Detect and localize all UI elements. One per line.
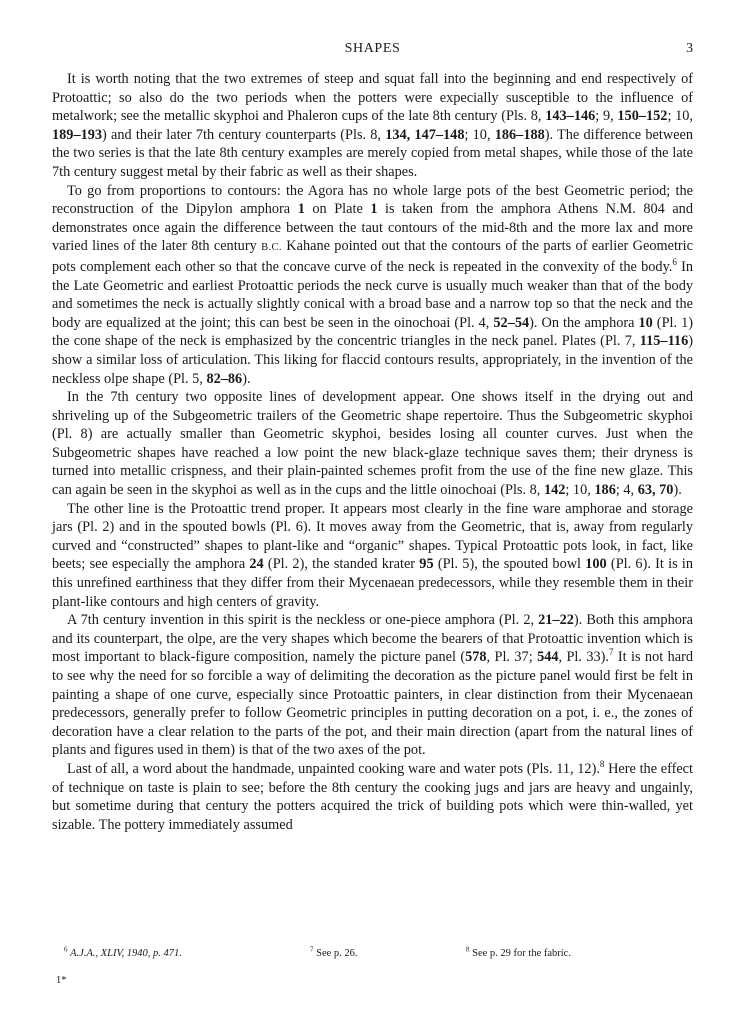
plate-reference: 82–86	[206, 370, 243, 387]
text-run: ; 4,	[615, 482, 638, 499]
plate-reference: 63, 70	[637, 482, 674, 499]
plate-reference: 115–116	[639, 333, 689, 350]
text-run: It is worth noting that the two extremes of steep and squat fall into the beginning and end respectively of Protoattic; so also do the two periods when the potters were expecially susceptible to the influence of metalwork; see the metallic skyphoi and Phaleron cups of the late 8th century (Pls. 8,	[52, 71, 693, 125]
plate-reference: 544	[537, 649, 559, 666]
paragraph-cooking-ware	[52, 760, 693, 834]
footnote-6	[64, 945, 182, 959]
text-run: In the 7th century two opposite lines of development appear. One shows itself in the drying out and shriveling up of the Subgeometric trailers of the Geometric shape repertoire. Thus the Subgeometric skyphoi (Pl. 8) are actually smaller than Geometric skyphoi, besides losing all counter curves. Just when the Subgeometric shapes have reached a low point the new black-glaze technique saves them; their dryness is turned into metallic crispness, and their plain-painted schemes profit from the use of the fine new glaze. This can again be seen in the skyphoi as well as in the cups and the little oinochoai (Pls. 8,	[52, 389, 693, 499]
body-text	[52, 70, 693, 834]
text-run: is taken from the amphora Athens N.M. 804 and demonstrates once again the difference between the taut contours of the mid-8th and the more lax and more varied lines of the later 8th century	[52, 201, 693, 255]
footnote-7-mark: 7	[310, 945, 314, 954]
page-number: 3	[686, 41, 693, 56]
era-abbreviation: B.C.	[261, 242, 282, 254]
text-run: , Pl. 37;	[486, 649, 538, 666]
text-run: To go from proportions to contours: the Agora has no whole large pots of the best Geometric period; the reconstruction of the Dipylon amphora	[52, 182, 693, 218]
paragraph-development	[52, 388, 693, 500]
plate-reference: 134, 147–148	[385, 126, 465, 143]
text-run: In the Late Geometric and earliest Protoattic periods the neck curve is usually much weaker than that of the body and sometimes the neck is actually slightly conical with a broad base and a narrow top so that the neck and the body are equalized at the joint; this can best be seen in the oinochoai (Pl. 4,	[52, 258, 694, 331]
text-run: ). On the amphora	[529, 314, 639, 331]
text-run: ; 9,	[595, 108, 618, 125]
text-run: ) and their later 7th century counterparts (Pls. 8,	[102, 126, 386, 143]
plate-reference: 100	[585, 556, 607, 573]
text-run: ).	[242, 370, 251, 387]
text-run: ) show a similar loss of articulation. This liking for flaccid contours results, appropriately, in the invention of the neckless olpe shape (Pl. 5,	[52, 333, 693, 387]
text-run: Last of all, a word about the handmade, unpainted cooking ware and water pots (Pls. 11, 12).	[67, 760, 600, 777]
running-head: SHAPES	[344, 41, 401, 56]
paragraph-proportions	[52, 70, 693, 182]
paragraph-contours	[52, 182, 693, 389]
plate-reference: 24	[249, 556, 264, 573]
text-run: ; 10,	[565, 482, 595, 499]
plate-reference: 150–152	[617, 108, 668, 125]
text-run: , Pl. 33).	[558, 649, 609, 666]
paragraph-protoattic-trend	[52, 500, 693, 612]
plate-reference: 52–54	[493, 314, 530, 331]
footnotes	[52, 945, 693, 964]
footnote-6-mark: 6	[64, 945, 68, 954]
text-run: (Pl. 6). It is in this unrefined earthiness that they differ from their Mycenaean predecessors, while they resemble them in their plant-like contours and high centers of gravity.	[52, 556, 693, 610]
text-run: ). The difference between the two series is that the late 8th century examples are merely copied from metal shapes, while those of the late 7th century suggest metal by their fabric as well as their shapes.	[52, 126, 693, 180]
paragraph-neckless-amphora	[52, 611, 693, 760]
footnote-8	[466, 945, 571, 959]
footnote-ref: 8	[599, 759, 605, 770]
footnote-ref: 6	[672, 257, 677, 268]
text-run: (Pl. 2), the standed krater	[263, 556, 420, 573]
text-run: (Pl. 5), the spouted bowl	[433, 556, 586, 573]
text-run: Here the effect of technique on taste is plain to see; before the 8th century the cooking jugs and jars are heavy and ungainly, but sometime during that century the potters acquired the trick of building pots which were thin-walled, yet sizable. The pottery immediately assumed	[52, 760, 694, 833]
plate-reference: 186	[594, 482, 616, 499]
page-header	[52, 41, 693, 61]
text-run: Kahane pointed out that the contours of the parts of earlier Geometric pots complement each other so that the concave curve of the neck is repeated in the convexity of the body.	[52, 238, 693, 275]
footnote-8-mark: 8	[466, 945, 470, 954]
text-run: ; 10,	[667, 108, 693, 125]
text-run: on Plate	[304, 201, 371, 218]
plate-reference: 1	[370, 201, 378, 218]
text-run: ). Both this amphora and its counterpart, the olpe, are the very shapes which become the bearers of that Protoattic invention which is most important to black-figure composition, namely the picture panel (	[52, 612, 693, 666]
plate-reference: 10	[638, 314, 653, 331]
text-run: (Pl. 1) the cone shape of the neck is emphasized by the concentric triangles in the neck panel. Plates (Pl. 7,	[52, 314, 693, 350]
plate-reference: 142	[543, 482, 566, 499]
signature-mark: 1*	[56, 975, 67, 986]
footnote-8-text: See p. 29 for the fabric.	[472, 948, 571, 959]
footnote-ref: 7	[609, 647, 614, 658]
text-run: ; 10,	[464, 126, 495, 143]
plate-reference: 186–188	[494, 126, 545, 143]
footnote-7	[310, 945, 358, 959]
text-run: The other line is the Protoattic trend proper. It appears most clearly in the fine ware amphorae and storage jars (Pl. 2) and in the spouted bowls (Pl. 6). It moves away from the Geometric, that is, away from regularly curved and “constructed” shapes to plant-like and “organic” shapes. Typical Protoattic pots look, in fact, like beets; see especially the amphora	[52, 500, 693, 573]
plate-reference: 95	[419, 556, 434, 573]
plate-reference: 1	[297, 201, 305, 218]
plate-reference: 21–22	[538, 612, 574, 629]
plate-reference: 578	[465, 649, 487, 666]
footnote-7-text: See p. 26.	[316, 948, 358, 959]
text-run: It is not hard to see why the need for so forcible a way of delimiting the decoration as the picture panel would first be felt in painting a shape of one curve, especially since Protoattic painters, in clear distinction from their Mycenaean predecessors, generally prefer to follow Geometric principles in putting decoration on a pot, i. e., the zones of decoration have a clear relation to the parts of the pot, and their main direction (apart from the natural lines of plants and figures used in them) is that of the two axes of the pot.	[52, 649, 693, 759]
text-run: A 7th century invention in this spirit is the neckless or one-piece amphora (Pl. 2,	[67, 612, 539, 629]
footnote-6-text: A.J.A., XLIV, 1940, p. 471.	[70, 948, 182, 959]
plate-reference: 189–193	[52, 126, 103, 143]
text-run: ).	[673, 482, 682, 499]
plate-reference: 143–146	[545, 108, 596, 125]
